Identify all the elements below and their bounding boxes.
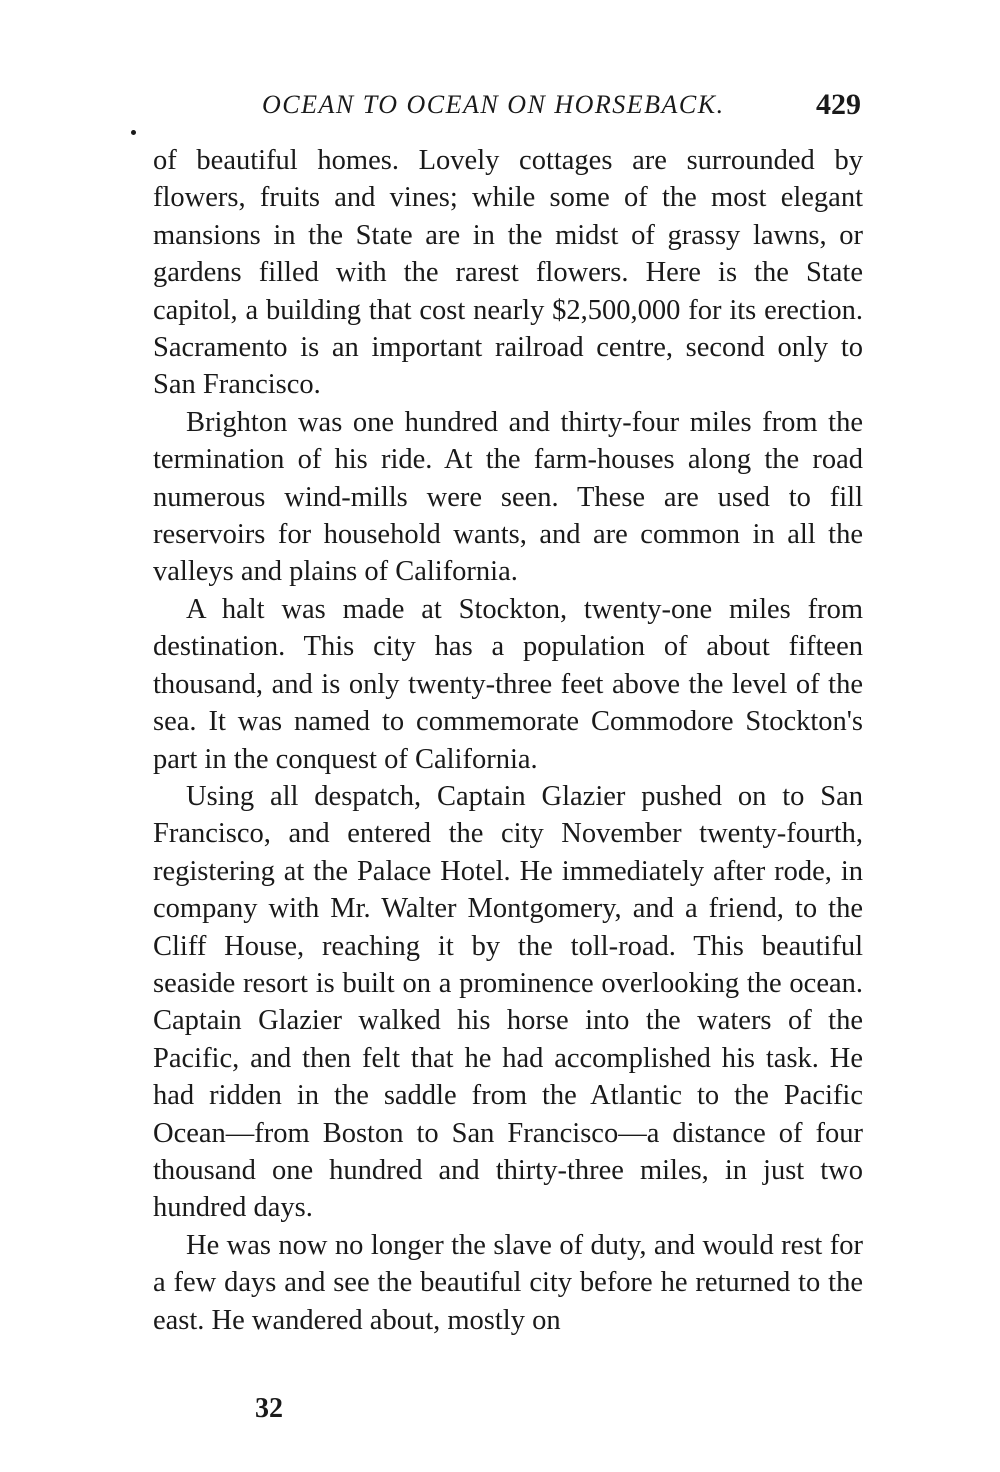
- signature-mark: 32: [255, 1393, 283, 1424]
- paragraph-brighton: Brighton was one hundred and thirty-four miles from the termination of his ride. At the farm-houses along the road numerous wind-mills were seen. These are used to fill reservoirs for household wants, and are common in all the valleys and plains of California.: [153, 406, 863, 588]
- ink-speck: [131, 130, 136, 135]
- body-text: [153, 142, 863, 1339]
- running-head: [150, 88, 865, 128]
- paragraph-continued: of beautiful homes. Lovely cottages are surrounded by flowers, fruits and vines; while some of the most elegant mansions in the State are in the midst of grassy lawns, or gardens filled with the rarest flowers. Here is the State capitol, a building that cost nearly $2,500,000 for its erection. Sacramento is an important railroad centre, second only to San Francisco.: [153, 145, 863, 401]
- paragraph-rest: He was now no longer the slave of duty, and would rest for a few days and see the beautiful city before he returned to the east. He wandered about, mostly on: [153, 1229, 863, 1336]
- running-title: OCEAN TO OCEAN ON HORSEBACK.: [262, 90, 725, 119]
- page-number: 429: [816, 88, 861, 121]
- paragraph-stockton: A halt was made at Stockton, twenty-one miles from destination. This city has a population of about fifteen thousand, and is only twenty-three feet above the level of the sea. It was named to commemorate Commodore Stockton's part in the conquest of California.: [153, 593, 863, 775]
- paragraph-san-francisco: Using all despatch, Captain Glazier pushed on to San Francisco, and entered the city November twenty-fourth, registering at the Palace Hotel. He immediately after rode, in company with Mr. Walter Montgomery, and a friend, to the Cliff House, reaching it by the toll-road. This beautiful seaside resort is built on a prominence overlooking the ocean. Captain Glazier walked his horse into the waters of the Pacific, and then felt that he had accomplished his task. He had ridden in the saddle from the Atlantic to the Pacific Ocean—from Boston to San Francisco—a distance of four thousand one hundred and thirty-three miles, in just two hundred days.: [153, 780, 863, 1224]
